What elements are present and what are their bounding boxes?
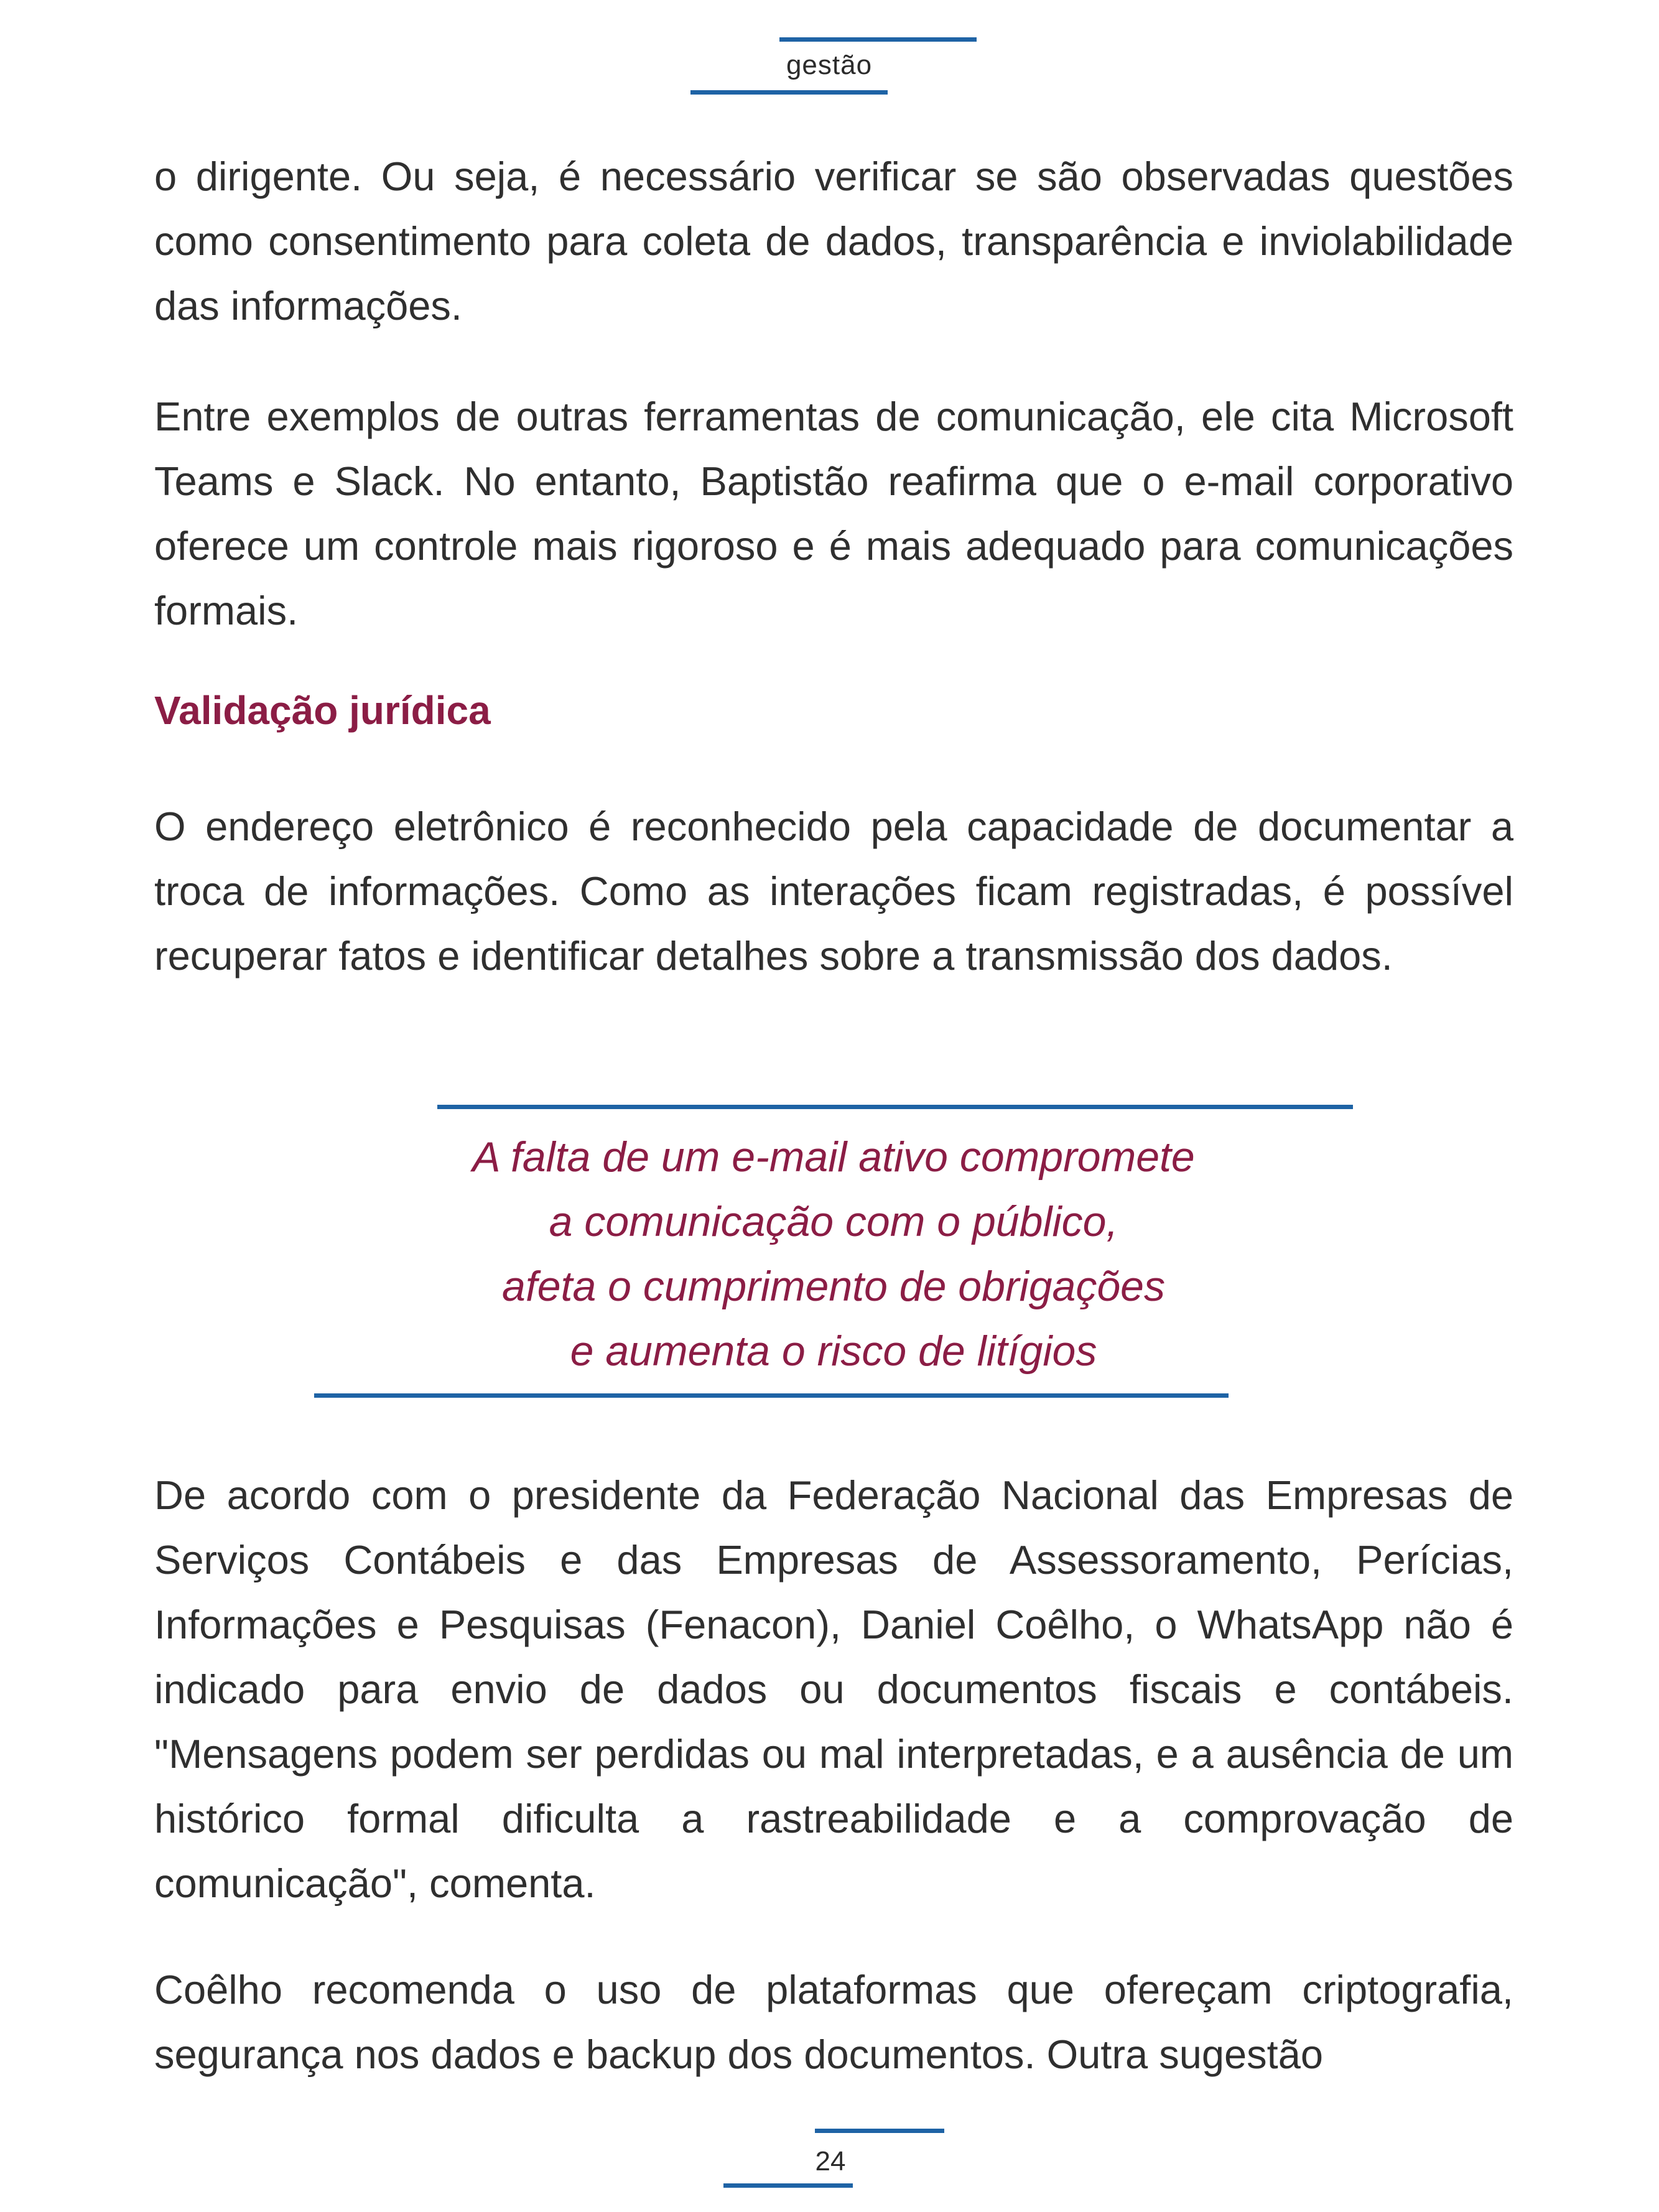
pull-quote-line: A falta de um e-mail ativo compromete <box>472 1133 1195 1181</box>
page-number: 24 <box>815 2146 846 2177</box>
footer-rule-top <box>815 2129 944 2133</box>
section-heading: Validação jurídica <box>154 688 491 733</box>
paragraph-1: o dirigente. Ou seja, é necessário verificar se são observadas questões como consentimento para coleta de dados, transparência e inviolabilidade das informações. <box>154 154 1513 328</box>
paragraph-5: Coêlho recomenda o uso de plataformas que ofereçam criptografia, segurança nos dados e backup dos documentos. Outra sugestão <box>154 1967 1513 2077</box>
header-rule-top <box>779 37 977 42</box>
header-rule-bottom <box>690 90 888 95</box>
quote-rule-top <box>437 1105 1353 1109</box>
pull-quote-line: a comunicação com o público, <box>549 1198 1118 1245</box>
footer-rule-bottom <box>723 2183 853 2188</box>
paragraph-3: O endereço eletrônico é reconhecido pela capacidade de documentar a troca de informações. Como as interações ficam registradas, é possível recuperar fatos e identificar detalhes sobre a transmissão dos dados. <box>154 804 1513 978</box>
pull-quote <box>323 1125 1344 1383</box>
section-label: gestão <box>786 50 873 80</box>
paragraph-2: Entre exemplos de outras ferramentas de comunicação, ele cita Microsoft Teams e Slack. No entanto, Baptistão reafirma que o e-mail corporativo oferece um controle mais rigoroso e é mais adequado para comunicações formais. <box>154 394 1513 633</box>
quote-rule-bottom <box>314 1393 1229 1398</box>
pull-quote-line: afeta o cumprimento de obrigações <box>502 1263 1165 1310</box>
paragraph-4: De acordo com o presidente da Federação Nacional das Empresas de Serviços Contábeis e das Empresas de Assessoramento, Perícias, Informações e Pesquisas (Fenacon), Daniel Coêlho, o WhatsApp não é indicado para envio de dados ou documentos fiscais e contábeis. "Mensagens podem ser perdidas ou mal interpretadas, e a ausência de um histórico formal dificulta a rastreabilidade e a comprovação de comunicação", comenta. <box>154 1472 1513 1906</box>
pull-quote-line: e aumenta o risco de litígios <box>570 1327 1097 1375</box>
